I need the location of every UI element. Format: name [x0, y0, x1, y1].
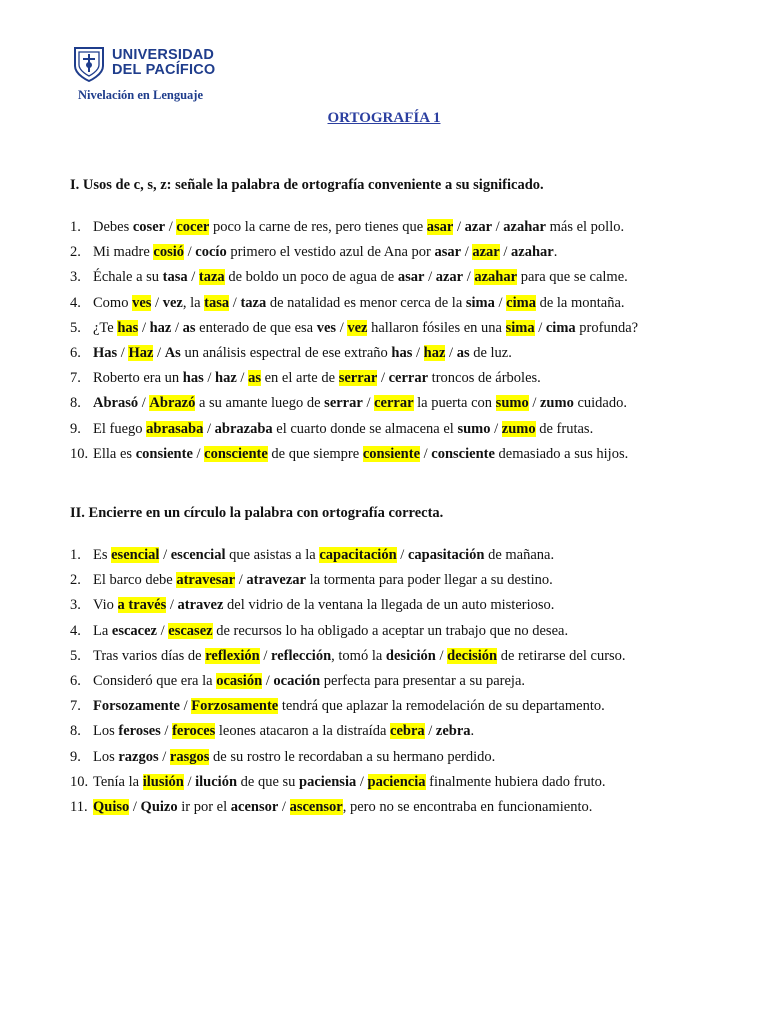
- word-option: ilución: [195, 773, 238, 790]
- word-option: Forsozamente: [93, 698, 180, 715]
- word-option: acensor: [230, 798, 279, 815]
- item-number: 11.: [70, 798, 88, 815]
- sentence-text: del vidrio de la ventana la llegada de un auto misterioso.: [223, 597, 555, 614]
- sentence-text: /: [420, 445, 432, 462]
- item-number: 3.: [70, 269, 81, 286]
- highlighted-answer: taza: [198, 269, 225, 286]
- logo: [72, 44, 215, 82]
- sentence-text: de la montaña.: [535, 294, 625, 311]
- sentence-text: un análisis espectral de ese extraño: [180, 344, 392, 361]
- word-option: abrazaba: [214, 420, 273, 437]
- sentence-text: de luz.: [469, 344, 512, 361]
- exercise-item: [70, 669, 710, 694]
- item-text: [93, 543, 554, 568]
- sentence-text: /: [192, 445, 205, 462]
- sentence-text: /: [396, 547, 408, 563]
- sentence-text: a su amante luego de: [195, 395, 325, 412]
- sentence-text: el cuarto donde se almacena el: [272, 420, 458, 437]
- item-number: 6.: [70, 344, 81, 361]
- sentence-text: enterado de que esa: [195, 319, 317, 336]
- sentence-text: Tras varios días de: [93, 647, 206, 664]
- sentence-text: /: [362, 395, 375, 412]
- word-option: Quizo: [140, 798, 178, 815]
- word-option: zebra: [435, 723, 471, 740]
- highlighted-answer: has: [117, 319, 139, 336]
- sentence-text: /: [184, 244, 196, 261]
- sentence-text: primero el vestido azul de Ana por: [226, 244, 435, 261]
- section-heading: II. Encierre en un círculo la palabra con ortografía correcta.: [70, 505, 444, 521]
- exercise-item: [70, 265, 710, 290]
- item-number: 1.: [70, 547, 81, 563]
- sentence-text: troncos de árboles.: [428, 370, 541, 387]
- sentence-text: /: [492, 219, 504, 235]
- highlighted-answer: ascensor: [289, 798, 343, 815]
- highlighted-answer: ilusión: [142, 773, 184, 790]
- sentence-text: de que su: [237, 773, 300, 790]
- word-option: azahar: [503, 219, 546, 235]
- item-number: 8.: [70, 723, 81, 740]
- word-option: escacez: [111, 622, 157, 639]
- sentence-text: de su rostro le recordaban a su hermano perdido.: [209, 748, 496, 765]
- sentence-text: /: [229, 294, 241, 311]
- item-text: [93, 291, 625, 316]
- highlighted-answer: atravesar: [176, 572, 236, 589]
- sentence-text: /: [356, 773, 368, 790]
- sentence-text: /: [453, 219, 465, 235]
- highlighted-answer: Quiso: [93, 798, 130, 815]
- item-text: [93, 417, 593, 442]
- word-option: atravezar: [246, 572, 306, 589]
- sentence-text: .: [470, 723, 475, 740]
- highlighted-answer: cosió: [153, 244, 185, 261]
- word-option: ocación: [273, 672, 321, 689]
- exercise-item: [70, 240, 710, 265]
- highlighted-answer: vez: [347, 319, 368, 336]
- sentence-text: Échale a su: [93, 269, 163, 286]
- sentence-text: Debes: [93, 219, 133, 235]
- exercise-item: [70, 644, 710, 669]
- word-option: vez: [162, 294, 183, 311]
- word-option: consiente: [135, 445, 193, 462]
- highlighted-answer: cebra: [390, 723, 425, 740]
- word-option: asar: [397, 269, 425, 286]
- word-option: as: [456, 344, 470, 361]
- item-text: [93, 240, 557, 265]
- word-option: sumo: [457, 420, 491, 437]
- item-number: 9.: [70, 748, 81, 765]
- item-text: [93, 619, 568, 644]
- exercise-item: [70, 417, 710, 442]
- item-text: [93, 593, 554, 618]
- sentence-text: que asistas a la: [225, 547, 320, 563]
- exercise-item: [70, 745, 710, 770]
- highlighted-answer: consciente: [204, 445, 268, 462]
- word-option: cocío: [195, 244, 227, 261]
- sentence-text: /: [461, 244, 473, 261]
- word-option: feroses: [118, 723, 161, 740]
- exercise-item: [70, 770, 710, 795]
- sentence-text: El fuego: [93, 420, 147, 437]
- sentence-text: /: [259, 647, 272, 664]
- sentence-text: de boldo un poco de agua de: [224, 269, 398, 286]
- highlighted-answer: reflexión: [205, 647, 260, 664]
- exercise-item: [70, 391, 710, 416]
- word-option: has: [391, 344, 413, 361]
- item-number: 5.: [70, 647, 81, 664]
- exercise-item: [70, 694, 710, 719]
- item-number: 10.: [70, 445, 89, 462]
- sentence-text: la tormenta para poder llegar a su destino.: [305, 572, 553, 589]
- sentence-text: /: [278, 798, 290, 815]
- sentence-text: /: [424, 723, 436, 740]
- item-text: [93, 215, 624, 240]
- word-option: azar: [435, 269, 464, 286]
- sentence-text: /: [412, 344, 424, 361]
- sentence-text: leones atacaron a la distraída: [215, 723, 391, 740]
- sentence-text: /: [203, 370, 216, 387]
- sentence-text: /: [499, 244, 512, 261]
- sentence-text: de mañana.: [484, 547, 555, 563]
- sentence-text: /: [377, 370, 389, 387]
- exercise-item: [70, 795, 710, 820]
- word-option: serrar: [324, 395, 363, 412]
- exercise-item: [70, 543, 710, 568]
- word-option: atravez: [177, 597, 224, 614]
- word-option: capasitación: [407, 547, 485, 563]
- item-number: 4.: [70, 622, 81, 639]
- highlighted-answer: consiente: [362, 445, 420, 462]
- item-text: [93, 694, 605, 719]
- highlighted-answer: escasez: [168, 622, 213, 639]
- word-option: haz: [149, 319, 172, 336]
- sentence-text: de retirarse del curso.: [497, 647, 626, 664]
- sentence-text: poco la carne de res, pero tienes que: [209, 219, 427, 235]
- sentence-text: demasiado a sus hijos.: [494, 445, 629, 462]
- word-option: tasa: [162, 269, 188, 286]
- sentence-text: para que se calme.: [517, 269, 628, 286]
- word-option: haz: [215, 370, 237, 387]
- item-text: [93, 568, 553, 593]
- word-option: cima: [545, 319, 576, 336]
- sentence-text: /: [165, 219, 177, 235]
- highlighted-answer: feroces: [172, 723, 216, 740]
- sentence-text: , tomó la: [331, 647, 386, 664]
- sentence-text: profunda?: [575, 319, 639, 336]
- highlighted-answer: abrasaba: [146, 420, 204, 437]
- item-number: 8.: [70, 395, 81, 412]
- item-number: 6.: [70, 672, 81, 689]
- highlighted-answer: rasgos: [169, 748, 210, 765]
- word-option: Has: [93, 344, 118, 361]
- exercise-item: [70, 366, 710, 391]
- sentence-text: de que siempre: [267, 445, 363, 462]
- sentence-text: /: [235, 572, 247, 589]
- sentence-text: /: [151, 294, 163, 311]
- sentence-text: /: [490, 420, 502, 437]
- sentence-text: Los: [93, 723, 119, 740]
- sentence-text: /: [138, 395, 150, 412]
- exercise-item: [70, 316, 710, 341]
- exercise-item: [70, 619, 710, 644]
- sentence-text: la puerta con: [413, 395, 496, 412]
- item-text: [93, 644, 626, 669]
- sentence-text: /: [262, 672, 274, 689]
- course-subtitle: Nivelación en Lenguaje: [78, 88, 203, 102]
- sentence-text: La: [93, 622, 112, 639]
- sentence-text: /: [117, 344, 129, 361]
- sentence-text: Ella es: [93, 445, 136, 462]
- item-number: 2.: [70, 244, 81, 261]
- word-option: ves: [316, 319, 337, 336]
- sentence-text: /: [183, 773, 196, 790]
- item-number: 1.: [70, 219, 81, 235]
- highlighted-answer: sima: [505, 319, 535, 336]
- exercise-item: [70, 215, 710, 240]
- highlighted-answer: cima: [506, 294, 536, 311]
- item-text: [93, 316, 638, 341]
- highlighted-answer: paciencia: [367, 773, 426, 790]
- sentence-text: /: [494, 294, 507, 311]
- item-number: 2.: [70, 572, 81, 589]
- word-option: has: [182, 370, 204, 387]
- item-number: 7.: [70, 370, 81, 387]
- sentence-text: Mi madre: [93, 244, 154, 261]
- sentence-text: /: [203, 420, 215, 437]
- sentence-text: ir por el: [177, 798, 231, 815]
- word-option: escencial: [170, 547, 226, 563]
- sentence-text: finalmente hubiera dado fruto.: [425, 773, 606, 790]
- item-text: [93, 719, 474, 744]
- page-header: [72, 44, 215, 103]
- item-text: [93, 795, 592, 820]
- sentence-text: El barco debe: [93, 572, 177, 589]
- sentence-text: /: [160, 723, 173, 740]
- item-text: [93, 391, 627, 416]
- sentence-text: /: [528, 395, 540, 412]
- sentence-text: /: [424, 269, 436, 286]
- highlighted-answer: decisión: [447, 647, 498, 664]
- sentence-text: /: [463, 269, 475, 286]
- highlighted-answer: cocer: [176, 219, 210, 235]
- sentence-text: /: [336, 319, 348, 336]
- word-option: coser: [132, 219, 166, 235]
- word-option: Abrasó: [93, 395, 139, 412]
- sentence-text: Como: [93, 294, 133, 311]
- highlighted-answer: azahar: [474, 269, 518, 286]
- sentence-text: /: [153, 344, 165, 361]
- sentence-text: /: [129, 798, 141, 815]
- section-1: [70, 177, 710, 467]
- highlighted-answer: tasa: [204, 294, 230, 311]
- sentence-text: /: [138, 319, 150, 336]
- item-text: [93, 442, 628, 467]
- sentence-text: /: [157, 622, 169, 639]
- item-number: 7.: [70, 698, 81, 715]
- word-option: taza: [240, 294, 267, 311]
- exercise-item: [70, 442, 710, 467]
- highlighted-answer: ocasión: [216, 672, 263, 689]
- word-option: as: [182, 319, 196, 336]
- exercise-item: [70, 291, 710, 316]
- sentence-text: Consideró que era la: [93, 672, 217, 689]
- sentence-text: /: [236, 370, 249, 387]
- item-text: [93, 265, 628, 290]
- sentence-text: cuidado.: [573, 395, 627, 412]
- university-seal-icon: [72, 44, 106, 82]
- section-heading: I. Usos de c, s, z: señale la palabra de ortografía conveniente a su significado.: [70, 177, 544, 193]
- word-option: razgos: [118, 748, 159, 765]
- sentence-text: /: [158, 748, 170, 765]
- section-2: [70, 505, 710, 820]
- highlighted-answer: a través: [117, 597, 167, 614]
- highlighted-answer: haz: [423, 344, 446, 361]
- sentence-text: /: [534, 319, 546, 336]
- sentence-text: .: [553, 244, 558, 261]
- item-number: 4.: [70, 294, 81, 311]
- item-number: 3.: [70, 597, 81, 614]
- word-option: As: [164, 344, 181, 361]
- item-text: [93, 669, 525, 694]
- sentence-text: Es: [93, 547, 112, 563]
- sentence-text: /: [159, 547, 171, 563]
- word-option: cerrar: [388, 370, 429, 387]
- word-option: azar: [464, 219, 493, 235]
- highlighted-answer: cerrar: [374, 395, 414, 412]
- sentence-text: , la: [182, 294, 205, 311]
- sentence-text: de frutas.: [535, 420, 594, 437]
- sentence-text: /: [171, 319, 183, 336]
- highlighted-answer: Haz: [128, 344, 154, 361]
- sentence-text: /: [187, 269, 199, 286]
- university-name: UNIVERSIDAD DEL PACÍFICO: [112, 47, 216, 78]
- sentence-text: de recursos lo ha obligado a aceptar un trabajo que no desea.: [212, 622, 569, 639]
- highlighted-answer: esencial: [111, 547, 160, 563]
- sentence-text: , pero no se encontraba en funcionamiento.: [342, 798, 593, 815]
- highlighted-answer: Abrazó: [149, 395, 196, 412]
- exercise-list: [70, 543, 710, 820]
- highlighted-answer: asar: [426, 219, 454, 235]
- item-text: [93, 366, 541, 391]
- highlighted-answer: ves: [132, 294, 152, 311]
- word-option: reflección: [271, 647, 332, 664]
- item-number: 5.: [70, 319, 81, 336]
- word-option: zumo: [540, 395, 574, 412]
- word-option: asar: [434, 244, 462, 261]
- word-option: azahar: [511, 244, 554, 261]
- highlighted-answer: azar: [472, 244, 500, 261]
- word-option: paciensia: [299, 773, 357, 790]
- sentence-text: Vio: [93, 597, 118, 614]
- sentence-text: en el arte de: [260, 370, 339, 387]
- exercise-item: [70, 568, 710, 593]
- highlighted-answer: sumo: [495, 395, 529, 412]
- sentence-text: Roberto era un: [93, 370, 183, 387]
- word-option: sima: [465, 294, 495, 311]
- sentence-text: /: [445, 344, 457, 361]
- word-option: desición: [385, 647, 436, 664]
- sentence-text: ¿Te: [93, 319, 118, 336]
- sentence-text: /: [166, 597, 178, 614]
- word-option: consciente: [431, 445, 495, 462]
- page-title: ORTOGRAFÍA 1: [327, 110, 441, 126]
- exercise-list: [70, 215, 710, 467]
- exercise-item: [70, 593, 710, 618]
- sentence-text: /: [435, 647, 448, 664]
- sentence-text: de natalidad es menor cerca de la: [266, 294, 466, 311]
- sentence-text: más el pollo.: [545, 219, 625, 235]
- item-number: 10.: [70, 773, 89, 790]
- sentence-text: perfecta para presentar a su pareja.: [320, 672, 526, 689]
- item-text: [93, 341, 512, 366]
- exercise-item: [70, 719, 710, 744]
- highlighted-answer: as: [248, 370, 261, 387]
- highlighted-answer: serrar: [338, 370, 378, 387]
- item-number: 9.: [70, 420, 81, 437]
- item-text: [93, 745, 495, 770]
- highlighted-answer: Forzosamente: [191, 698, 279, 715]
- sentence-text: Los: [93, 748, 119, 765]
- sentence-text: /: [179, 698, 192, 715]
- sentence-text: hallaron fósiles en una: [367, 319, 506, 336]
- highlighted-answer: capacitación: [319, 547, 397, 563]
- exercise-item: [70, 341, 710, 366]
- highlighted-answer: zumo: [501, 420, 536, 437]
- sentence-text: tendrá que aplazar la remodelación de su departamento.: [278, 698, 605, 715]
- item-text: [93, 770, 606, 795]
- sentence-text: Tenía la: [93, 773, 143, 790]
